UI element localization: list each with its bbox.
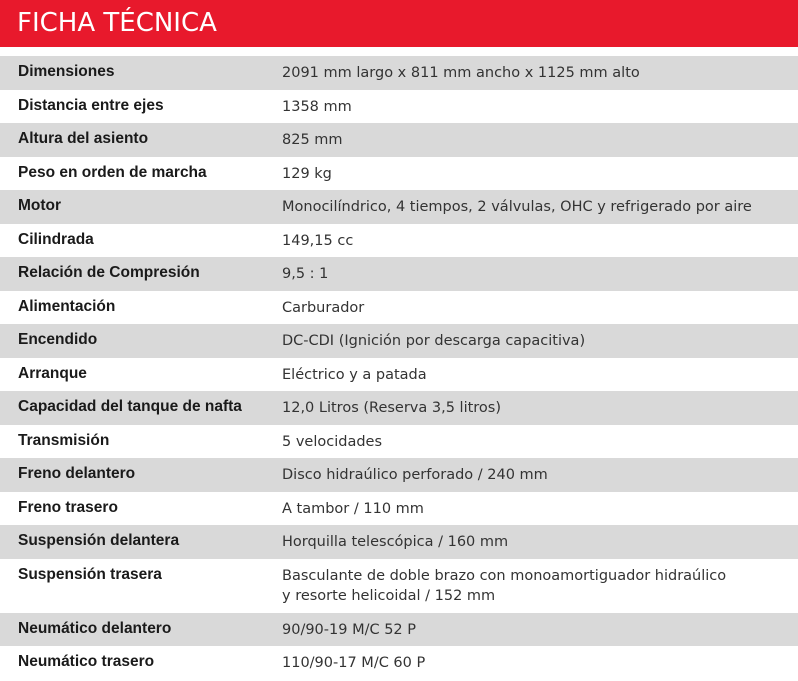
spec-value: 149,15 cc [282,232,354,249]
spec-value: Monocilíndrico, 4 tiempos, 2 válvulas, OHC y refrigerado por aire [282,199,752,215]
spec-value: A tambor / 110 mm [282,500,424,517]
spec-row-altura-del-asiento [0,123,798,157]
spec-label: Altura del asiento [18,130,149,147]
spec-row-capacidad-tanque [0,391,798,425]
spec-label: Motor [18,197,62,214]
spec-value: 5 velocidades [282,433,383,450]
spec-row-peso [0,157,798,191]
spec-row-encendido [0,324,798,358]
spec-label: Distancia entre ejes [18,96,164,114]
spec-value: Basculante de doble brazo con monoamortiguador hidraúlico y resorte helicoidal / 152 mm [282,567,727,604]
spec-label: Suspensión delantera [18,532,180,549]
spec-label: Encendido [18,331,98,348]
spec-label: Peso en orden de marcha [18,163,207,181]
spec-value: Horquilla telescópica / 160 mm [282,534,509,550]
spec-row-cilindrada [0,224,798,258]
spec-label: Relación de Compresión [18,264,200,281]
spec-row-relacion-compresion [0,257,798,291]
spec-label: Alimentación [18,297,116,315]
spec-row-motor [0,190,798,224]
spec-value: 110/90-17 M/C 60 P [282,655,426,671]
spec-row-freno-delantero [0,458,798,492]
spec-value: 2091 mm largo x 811 mm ancho x 1125 mm alto [282,65,640,81]
spec-value: Eléctrico y a patada [282,366,427,383]
spec-row-arranque [0,358,798,392]
spec-row-distancia-entre-ejes [0,90,798,124]
header-spacer [0,47,798,56]
spec-label: Arranque [18,364,87,382]
spec-label: Neumático trasero [18,653,155,670]
spec-label: Freno trasero [18,498,118,516]
spec-value: DC-CDI (Ignición por descarga capacitiva) [282,333,586,349]
spec-row-transmision [0,425,798,459]
page-title: FICHA TÉCNICA [0,0,798,47]
spec-value: Disco hidraúlico perforado / 240 mm [282,467,548,483]
spec-label: Capacidad del tanque de nafta [18,398,242,415]
spec-row-neumatico-delantero [0,613,798,647]
spec-row-dimensiones [0,56,798,90]
spec-label: Freno delantero [18,465,136,482]
spec-label: Neumático delantero [18,619,172,637]
spec-value: 825 mm [282,132,343,148]
spec-value: Carburador [282,299,365,316]
spec-value: 90/90-19 M/C 52 P [282,621,417,638]
spec-label: Transmisión [18,431,110,449]
spec-row-alimentacion [0,291,798,325]
spec-value: 129 kg [282,165,332,182]
spec-label: Dimensiones [18,63,115,80]
spec-value: 12,0 Litros (Reserva 3,5 litros) [282,400,502,416]
spec-row-suspension-delantera [0,525,798,559]
spec-row-suspension-trasera [0,559,798,613]
spec-label: Cilindrada [18,230,94,248]
spec-label: Suspensión trasera [18,565,162,583]
spec-row-freno-trasero [0,492,798,526]
spec-value: 9,5 : 1 [282,266,329,282]
spec-row-neumatico-trasero [0,646,798,680]
spec-value: 1358 mm [282,98,352,115]
spec-table [0,56,798,680]
